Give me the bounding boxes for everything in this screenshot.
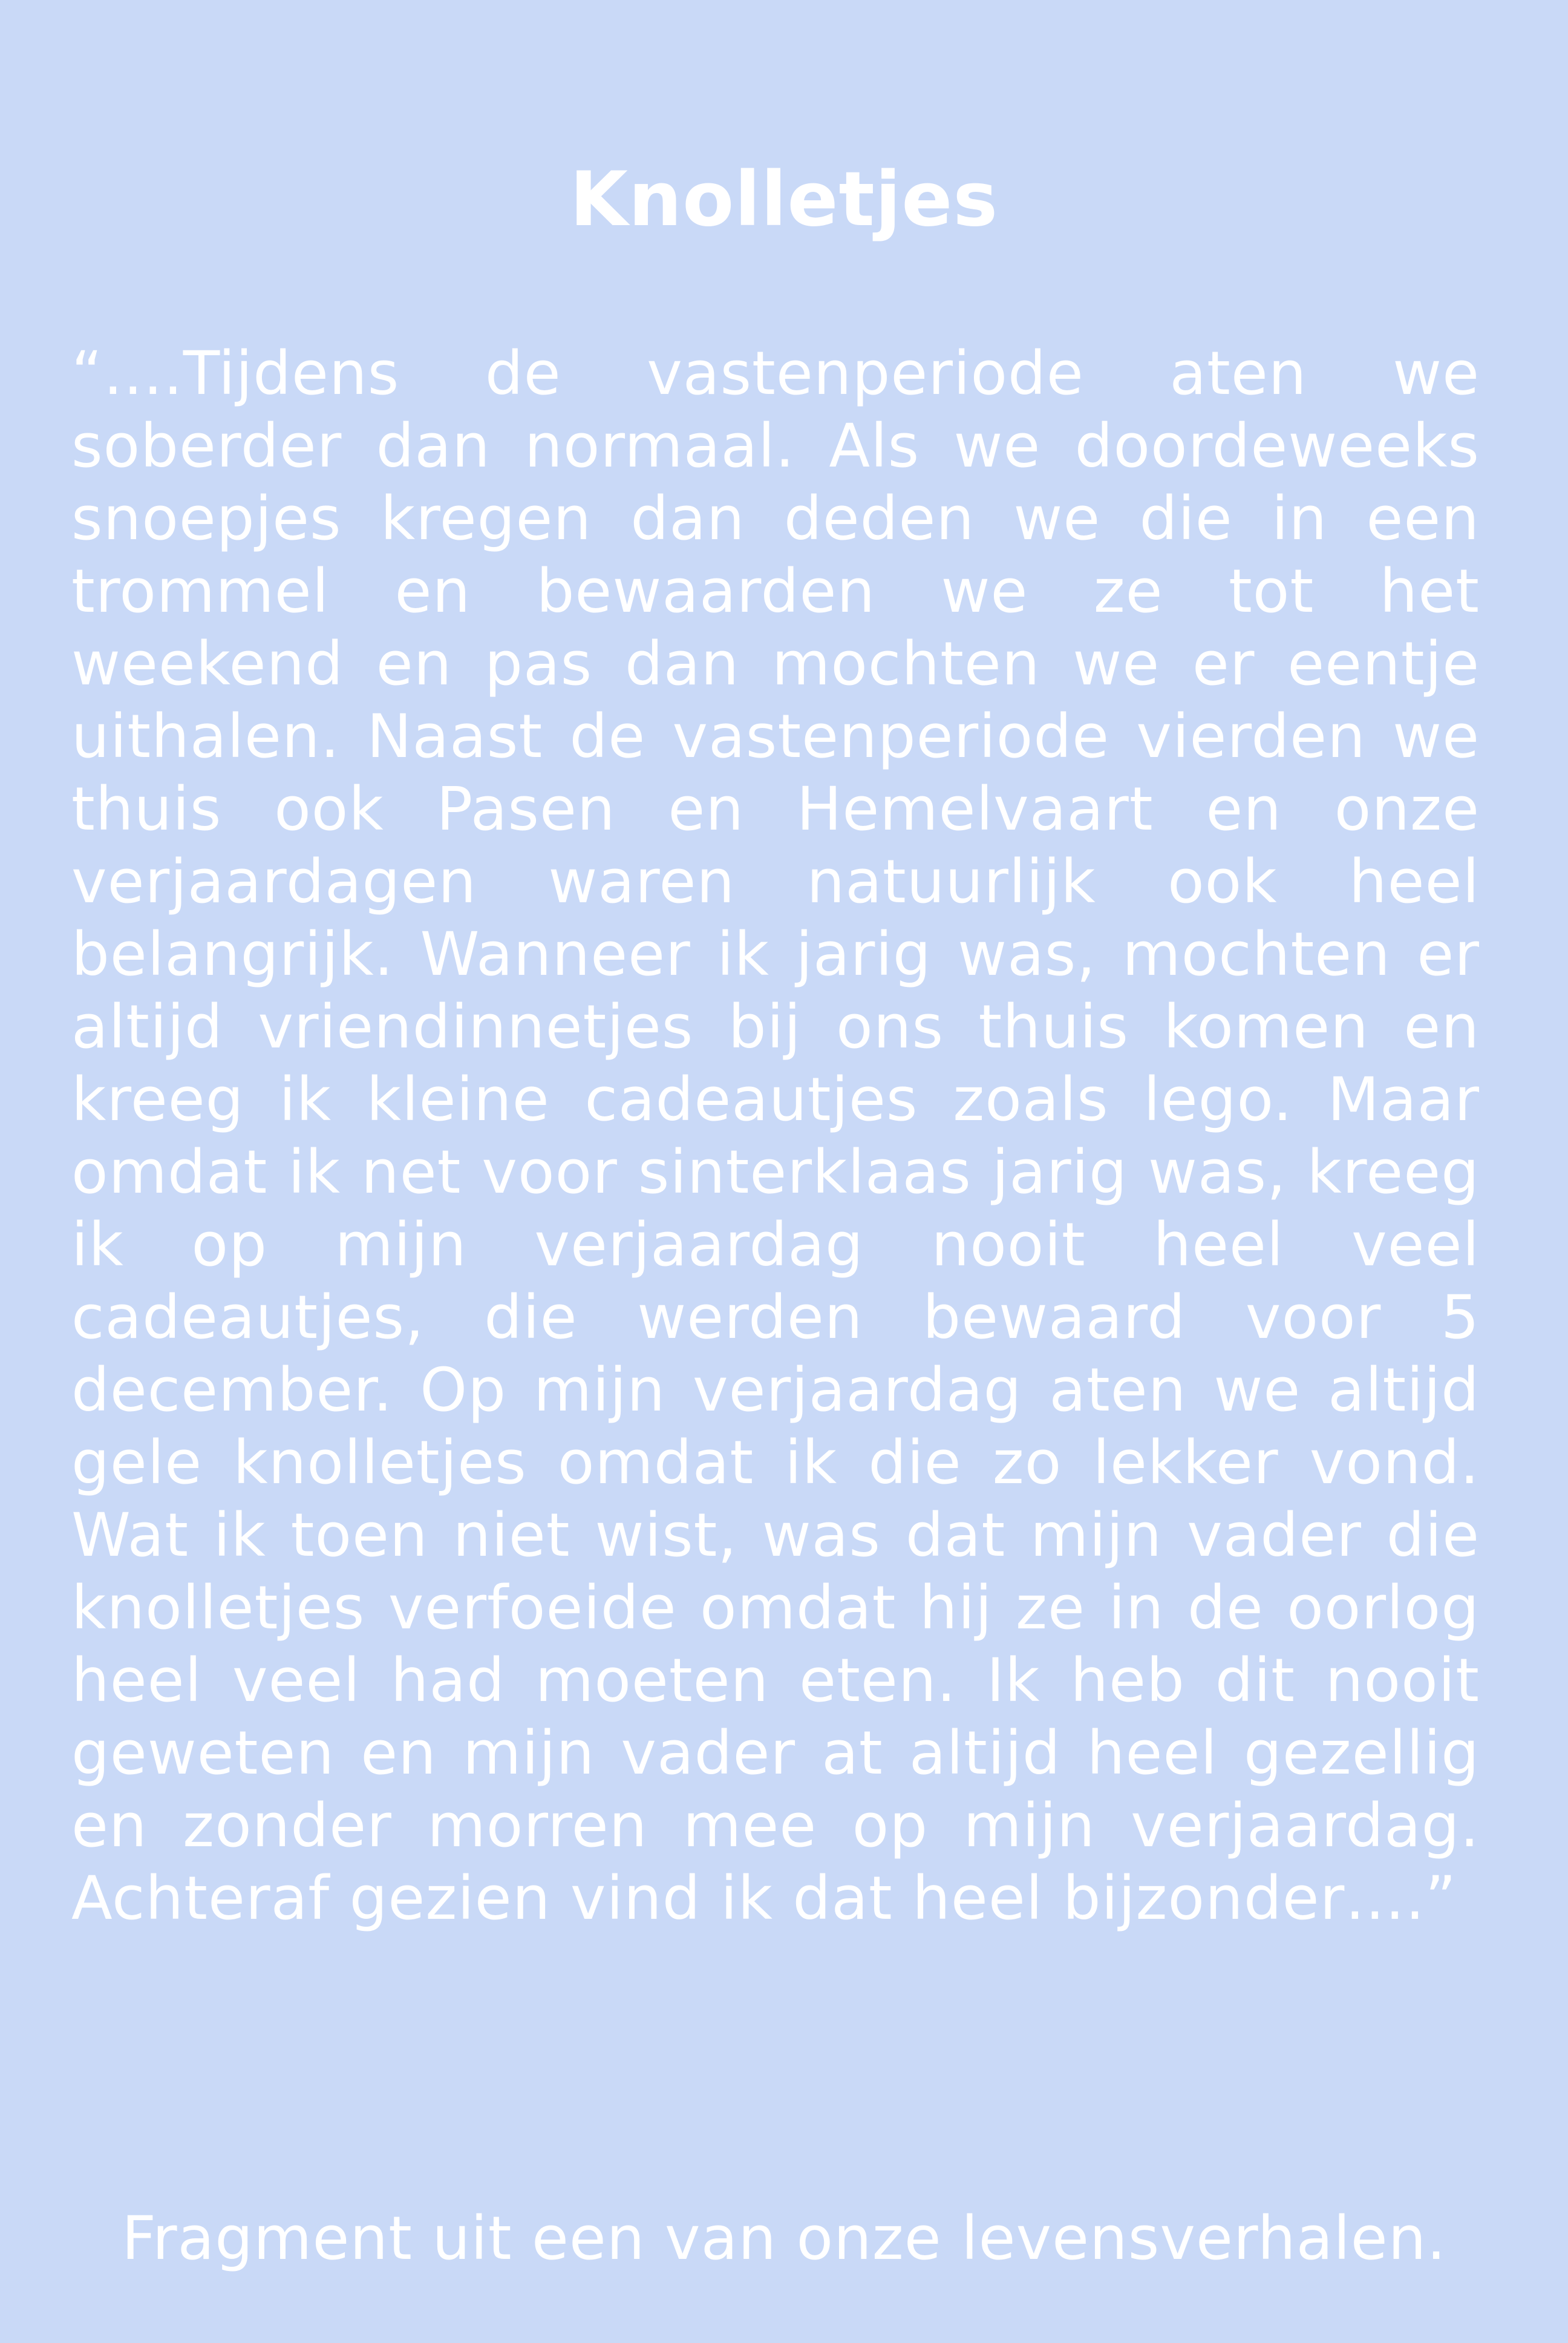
story-text: “….Tijdens de vastenperiode aten we soberder dan normaal. Als we doordeweeks snoepjes kregen dan deden we die in een trommel en bewaarden we ze tot het weekend en pas dan mochten we er eentje uithalen. Naast de vastenperiode vierden we thuis ook Pasen en Hemelvaart en onze verjaardagen waren natuurlijk ook heel belangrijk. Wanneer ik jarig was, mochten er altijd vriendinnetjes bij ons thuis komen en kreeg ik kleine cadeautjes zoals lego. Maar omdat ik net voor sinterklaas jarig was, kreeg ik op mijn verjaardag nooit heel veel cadeautjes, die werden bewaard voor 5 december. Op mijn verjaardag aten we altijd gele knolletjes omdat ik die zo lekker vond. Wat ik toen niet wist, was dat mijn vader die knolletjes verfoeide omdat hij ze in de oorlog heel veel had moeten eten. Ik heb dit nooit geweten en mijn vader at altijd heel gezellig en zonder morren mee op mijn verjaardag. Achteraf gezien vind ik dat heel bijzonder….”: [71, 339, 1480, 1933]
footer-caption: Fragment uit een van onze levensverhalen.: [122, 2204, 1446, 2273]
page-title: Knolletjes: [569, 156, 999, 243]
